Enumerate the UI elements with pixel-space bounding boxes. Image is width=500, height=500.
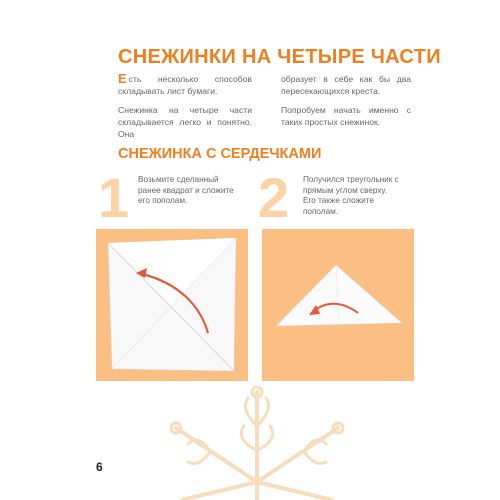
step-1-number: 1 <box>98 166 130 229</box>
step-1-text: Возьмите сделанный ранее квадрат и сложите его пополам. <box>138 175 234 205</box>
section-subtitle: СНЕЖИНКА С СЕРДЕЧКАМИ <box>118 146 322 162</box>
page-number: 6 <box>96 460 103 474</box>
intro-paragraph-2: Снежинка на четыре части складывается легко и понятно. Она <box>118 105 252 139</box>
drop-cap: Е <box>118 71 127 86</box>
intro-paragraph-4: Попробуем начать именно с таких простых снежинок. <box>281 105 411 127</box>
intro-column-right <box>281 73 411 135</box>
intro-paragraph-1-text: сть несколько способов складывать лист бумаги. <box>118 74 252 96</box>
step-2-number: 2 <box>258 166 290 229</box>
page-title: СНЕЖИНКИ НА ЧЕТЫРЕ ЧАСТИ <box>118 46 441 68</box>
step-1-illustration <box>96 229 248 381</box>
intro-paragraph-3: образует в себе как бы два пересекающихся креста. <box>281 74 411 96</box>
step-2-illustration <box>262 229 414 381</box>
intro-column-left <box>118 73 252 147</box>
snowflake-decoration <box>162 386 352 500</box>
intro-paragraph-1 <box>118 73 252 97</box>
step-2-text: Получился треугольник с прямым углом сверху. Его также сложите пополам. <box>303 175 399 216</box>
